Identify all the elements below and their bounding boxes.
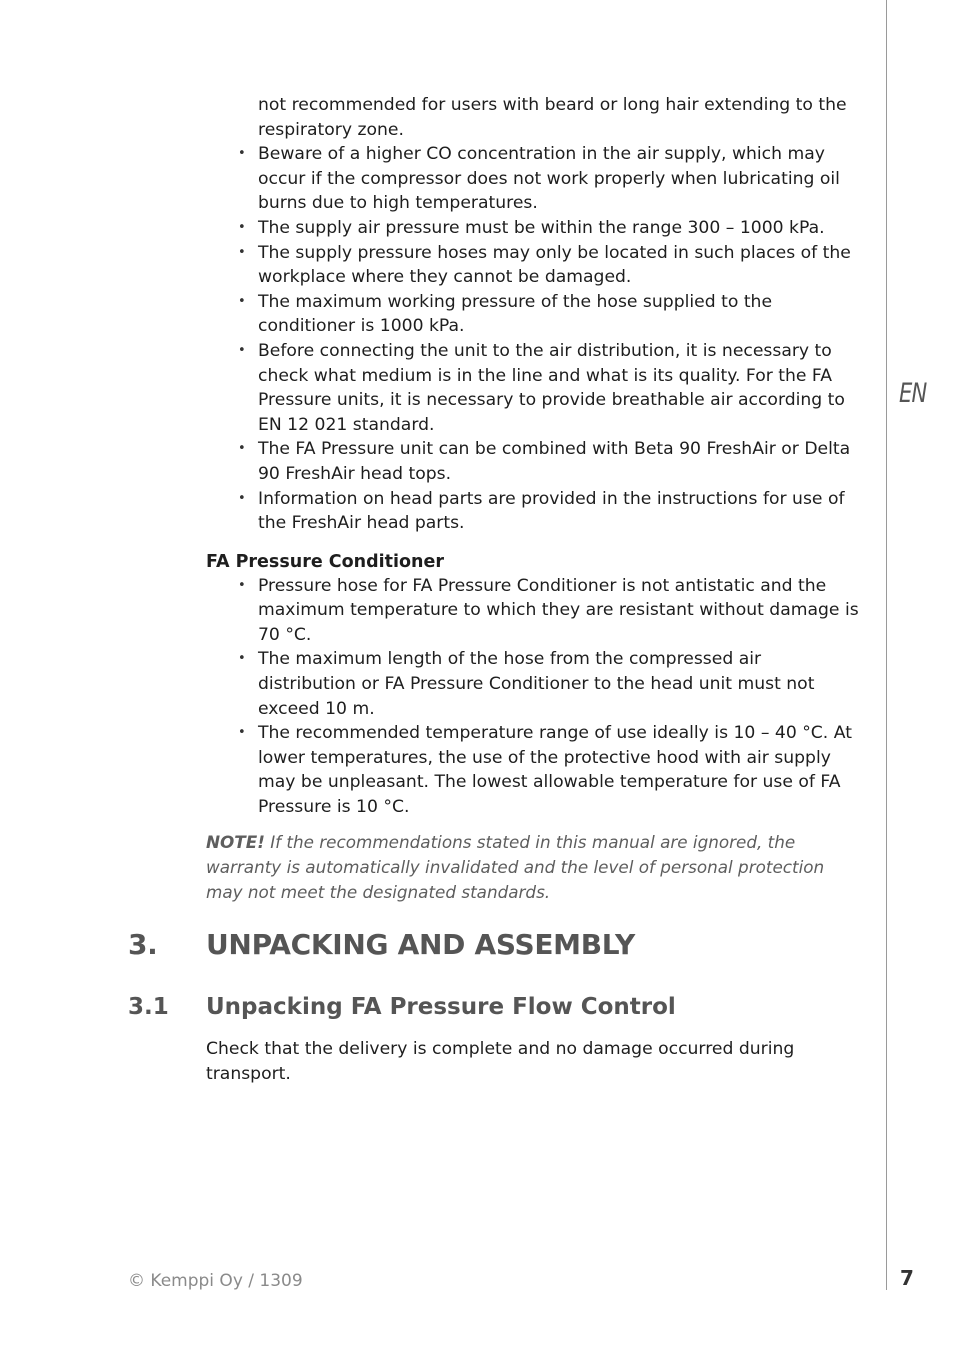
footer-copyright: © Kemppi Oy / 1309 — [128, 1271, 303, 1291]
note-label: NOTE! — [206, 831, 265, 852]
list-item: • The maximum length of the hose from the compressed air distribution or FA Pressure Conditioner to the head unit must not exceed 10 m. — [206, 647, 860, 721]
list-item: • The recommended temperature range of use ideally is 10 – 40 °C. At lower temperatures, the use of the protective hood with air supply may be unpleasant. The lowest allowable temperature for use of FA Pressure is 10 °C. — [206, 721, 860, 819]
section-number: 3.1 — [128, 994, 169, 1020]
list-item: • Information on head parts are provided in the instructions for use of the FreshAir head parts. — [206, 487, 860, 536]
list-item: • The supply air pressure must be within the range 300 – 1000 kPa. — [206, 216, 860, 241]
chapter-title: UNPACKING AND ASSEMBLY — [206, 928, 635, 961]
language-tab: EN — [899, 378, 927, 409]
section-body: Check that the delivery is complete and no damage occurred during transport. — [206, 1039, 795, 1084]
safety-list — [206, 93, 860, 536]
conditioner-heading: FA Pressure Conditioner — [206, 551, 444, 572]
list-item: • Before connecting the unit to the air distribution, it is necessary to check what medium is in the line and what is its quality. For the FA Pressure units, it is necessary to provide breathable air according to EN 12 021 standard. — [206, 339, 860, 437]
list-item: • The supply pressure hoses may only be located in such places of the workplace where they cannot be damaged. — [206, 241, 860, 290]
list-item: • Pressure hose for FA Pressure Conditioner is not antistatic and the maximum temperature to which they are resistant without damage is 70 °C. — [206, 574, 860, 648]
conditioner-list — [206, 574, 860, 820]
main-content — [206, 93, 860, 905]
section-title: Unpacking FA Pressure Flow Control — [206, 994, 676, 1020]
warranty-note — [206, 830, 860, 905]
list-item: • The FA Pressure unit can be combined with Beta 90 FreshAir or Delta 90 FreshAir head tops. — [206, 437, 860, 486]
list-item: • Beware of a higher CO concentration in the air supply, which may occur if the compressor does not work properly when lubricating oil burns due to high temperatures. — [206, 142, 860, 216]
list-item: not recommended for users with beard or long hair extending to the respiratory zone. — [258, 95, 847, 140]
margin-divider — [886, 0, 887, 1290]
chapter-number: 3. — [128, 928, 158, 961]
page-number: 7 — [900, 1266, 914, 1290]
list-item: • The maximum working pressure of the hose supplied to the conditioner is 1000 kPa. — [206, 290, 860, 339]
note-text: If the recommendations stated in this manual are ignored, the warranty is automatically invalidated and the level of personal protection may not meet the designated standards. — [206, 831, 825, 902]
